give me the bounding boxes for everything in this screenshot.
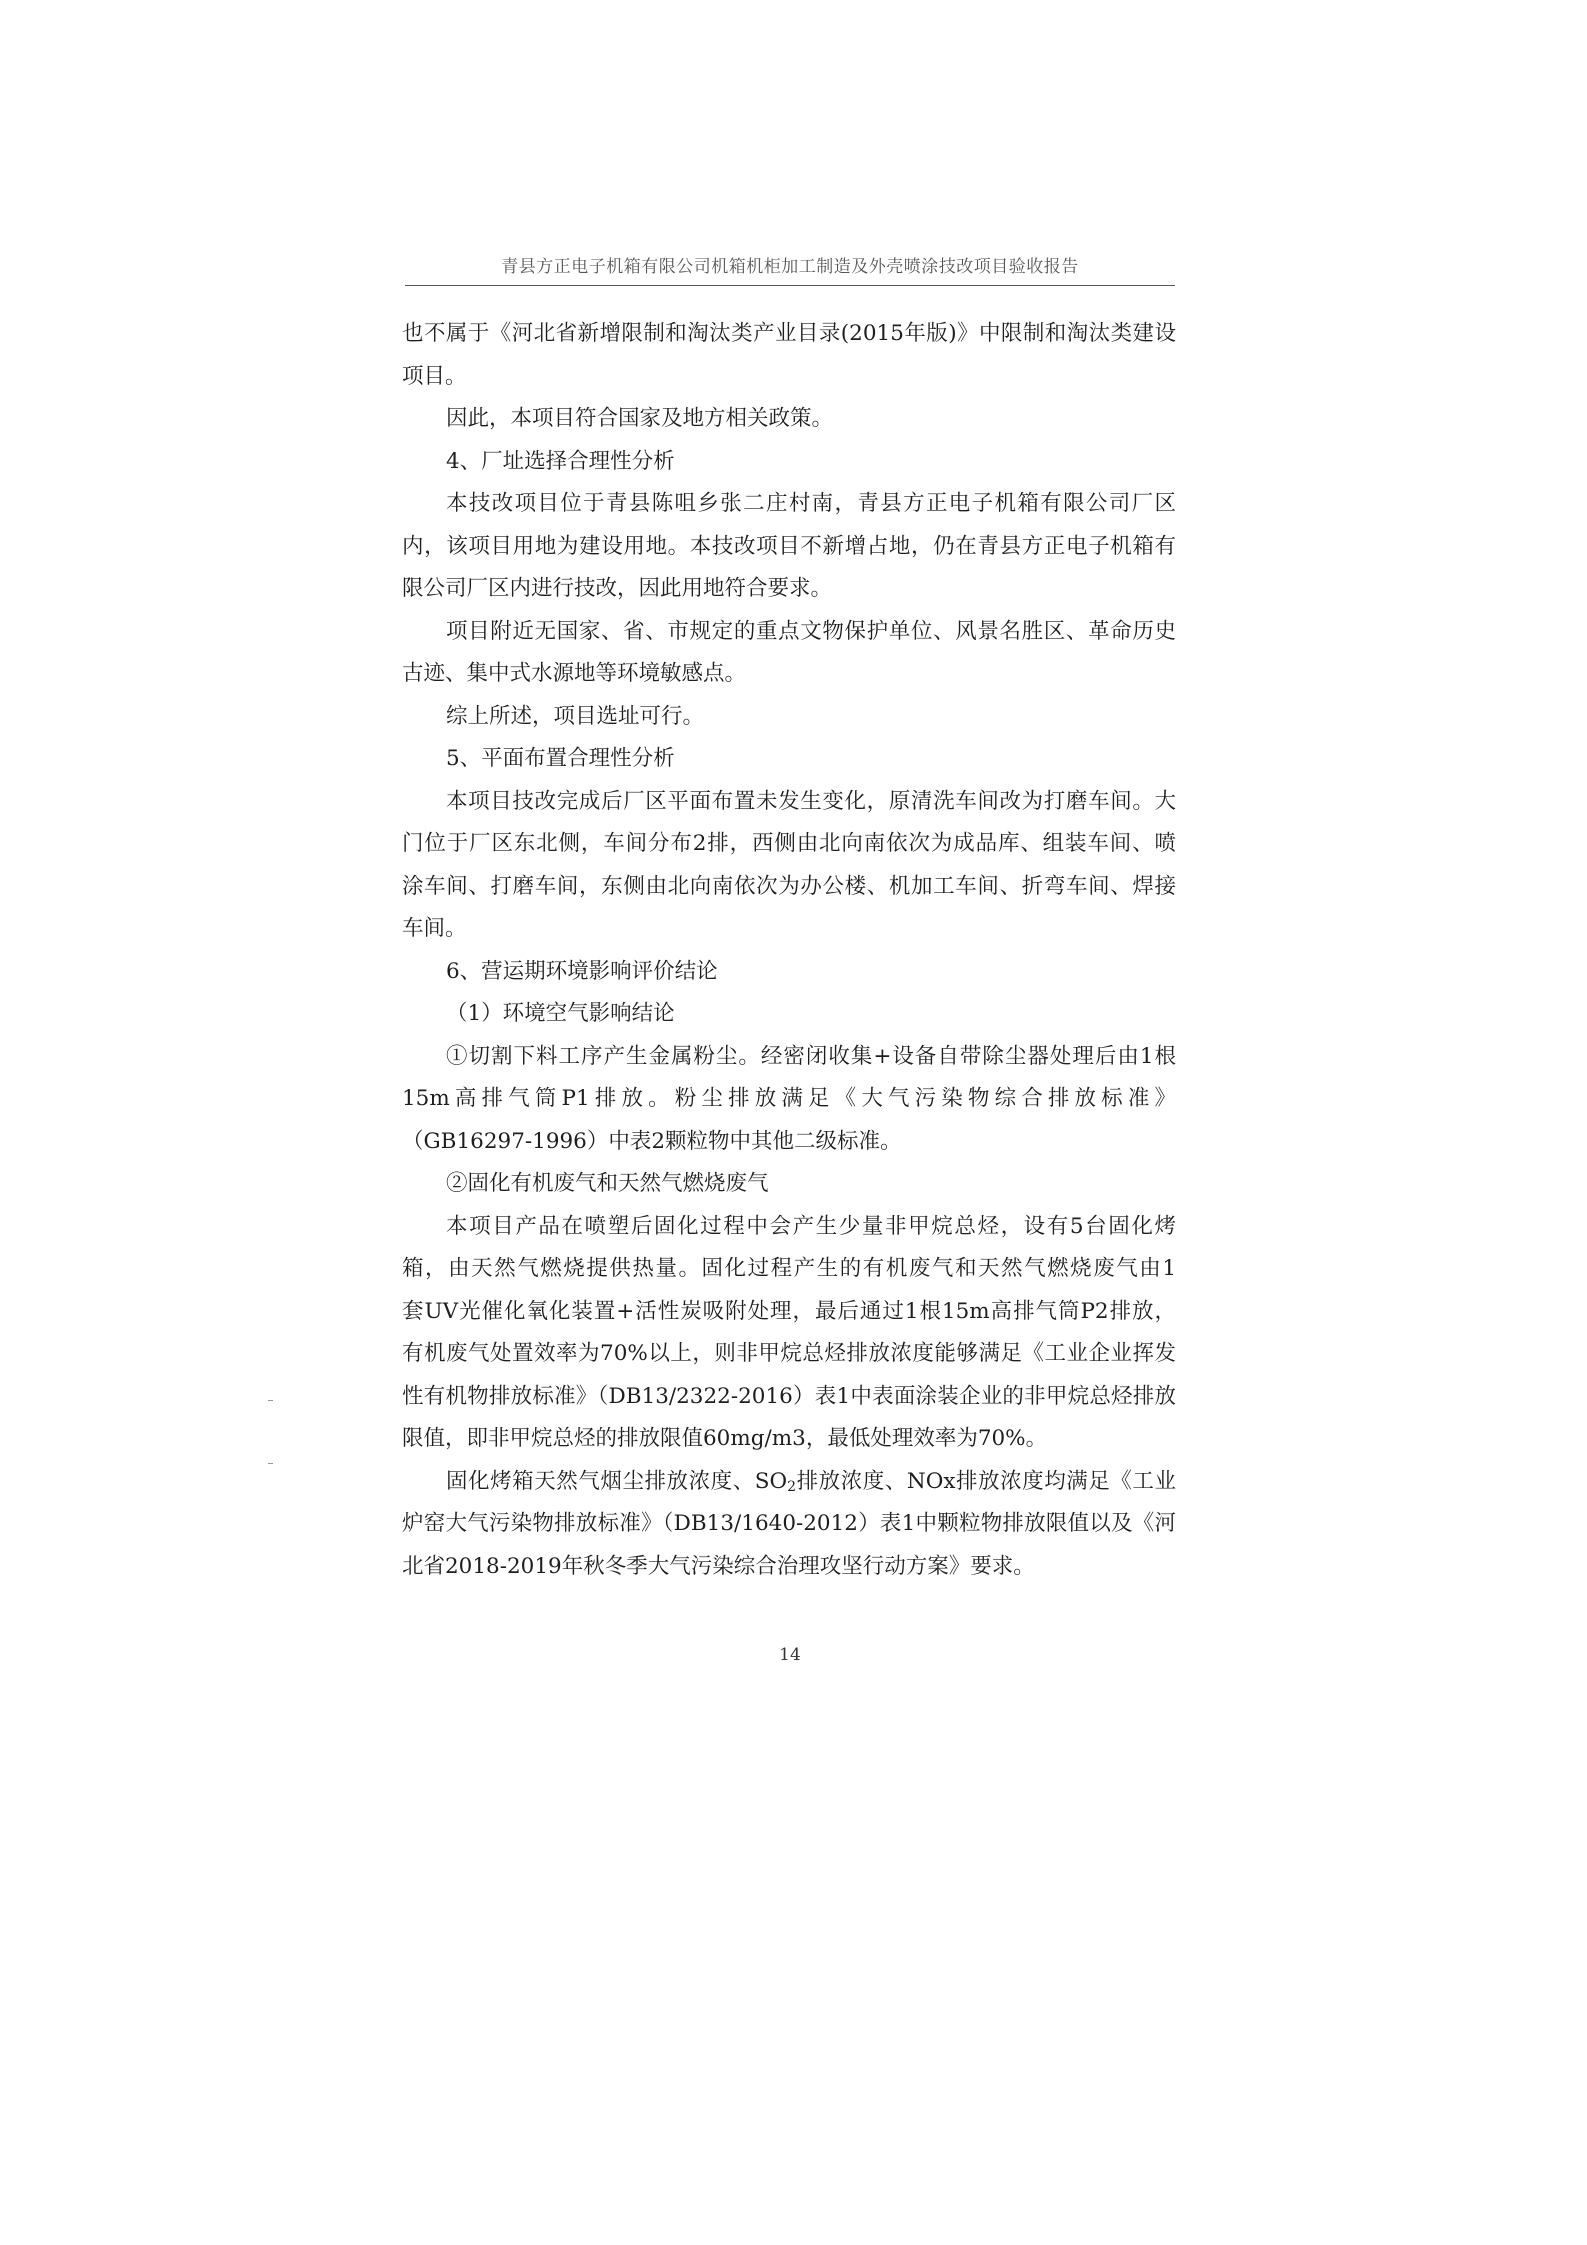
text-line: 本项目产品在喷塑后固化过程中会产生少量非甲烷总烃，设有5台固化烤: [446, 1213, 1176, 1239]
section-heading: 6、营运期环境影响评价结论: [446, 958, 718, 984]
text-line: 涂车间、打磨车间，东侧由北向南依次为办公楼、机加工车间、折弯车间、焊接: [402, 873, 1176, 899]
text-line: 限值，即非甲烷总烃的排放限值60mg/m3，最低处理效率为70%。: [402, 1426, 1048, 1451]
text-line: 因此，本项目符合国家及地方相关政策。: [446, 406, 834, 431]
running-header: 青县方正电子机箱有限公司机箱机柜加工制造及外壳喷涂技改项目验收报告: [501, 257, 1079, 277]
text-line: 15m高排气筒P1排放。粉尘排放满足《大气污染物综合排放标准》: [402, 1086, 1176, 1111]
text-line: 性有机物排放标准》（DB13/2322-2016）表1中表面涂装企业的非甲烷总烃排放: [402, 1383, 1176, 1409]
subsection-heading: ②固化有机废气和天然气燃烧废气: [446, 1171, 769, 1196]
text-line: （GB16297-1996）中表2颗粒物中其他二级标准。: [402, 1128, 902, 1154]
text-fragment: 排放浓度、NOx排放浓度均满足《工业: [796, 1468, 1176, 1494]
text-fragment: 固化烤箱天然气烟尘排放浓度、SO: [446, 1468, 788, 1494]
text-line: 门位于厂区东北侧，车间分布2排，西侧由北向南依次为成品库、组装车间、喷: [402, 831, 1176, 856]
section-heading: 4、厂址选择合理性分析: [446, 448, 675, 474]
text-line: 炉窑大气污染物排放标准》（DB13/1640-2012）表1中颗粒物排放限值以及《河: [402, 1511, 1176, 1536]
text-line: 也不属于《河北省新增限制和淘汰类产业目录(2015年版)》中限制和淘汰类建设: [402, 321, 1176, 346]
text-line: 北省2018-2019年秋冬季大气污染综合治理攻坚行动方案》要求。: [402, 1553, 1035, 1579]
text-line: 项目。: [402, 363, 467, 389]
section-heading: 5、平面布置合理性分析: [446, 746, 675, 771]
text-line: [402, 1461, 1176, 1504]
body-text: [402, 313, 1176, 1588]
scan-mark: [268, 1463, 273, 1464]
text-line: 项目附近无国家、省、市规定的重点文物保护单位、风景名胜区、革命历史: [446, 618, 1176, 644]
text-line: 综上所述，项目选址可行。: [446, 703, 705, 729]
text-line: 内，该项目用地为建设用地。本技改项目不新增占地，仍在青县方正电子机箱有: [402, 533, 1176, 559]
text-line: 本技改项目位于青县陈咀乡张二庄村南，青县方正电子机箱有限公司厂区: [446, 491, 1176, 516]
text-line: ①切割下料工序产生金属粉尘。经密闭收集+设备自带除尘器处理后由1根: [446, 1043, 1176, 1069]
text-line: 古迹、集中式水源地等环境敏感点。: [402, 661, 747, 686]
text-line: 车间。: [402, 916, 467, 941]
text-line: 有机废气处置效率为70%以上，则非甲烷总烃排放浓度能够满足《工业企业挥发: [402, 1341, 1176, 1366]
text-line: 套UV光催化氧化装置+活性炭吸附处理，最后通过1根15m高排气筒P2排放，: [402, 1298, 1176, 1324]
text-line: 本项目技改完成后厂区平面布置未发生变化，原清洗车间改为打磨车间。大: [446, 788, 1176, 814]
subsection-heading: （1）环境空气影响结论: [446, 1001, 675, 1026]
header-rule: [405, 285, 1175, 286]
scan-mark: [268, 1400, 273, 1401]
page-number: 14: [779, 1645, 801, 1665]
subscript: 2: [787, 1478, 797, 1495]
text-line: 箱，由天然气燃烧提供热量。固化过程产生的有机废气和天然气燃烧废气由1: [402, 1256, 1176, 1281]
text-line: 限公司厂区内进行技改，因此用地符合要求。: [402, 576, 833, 601]
